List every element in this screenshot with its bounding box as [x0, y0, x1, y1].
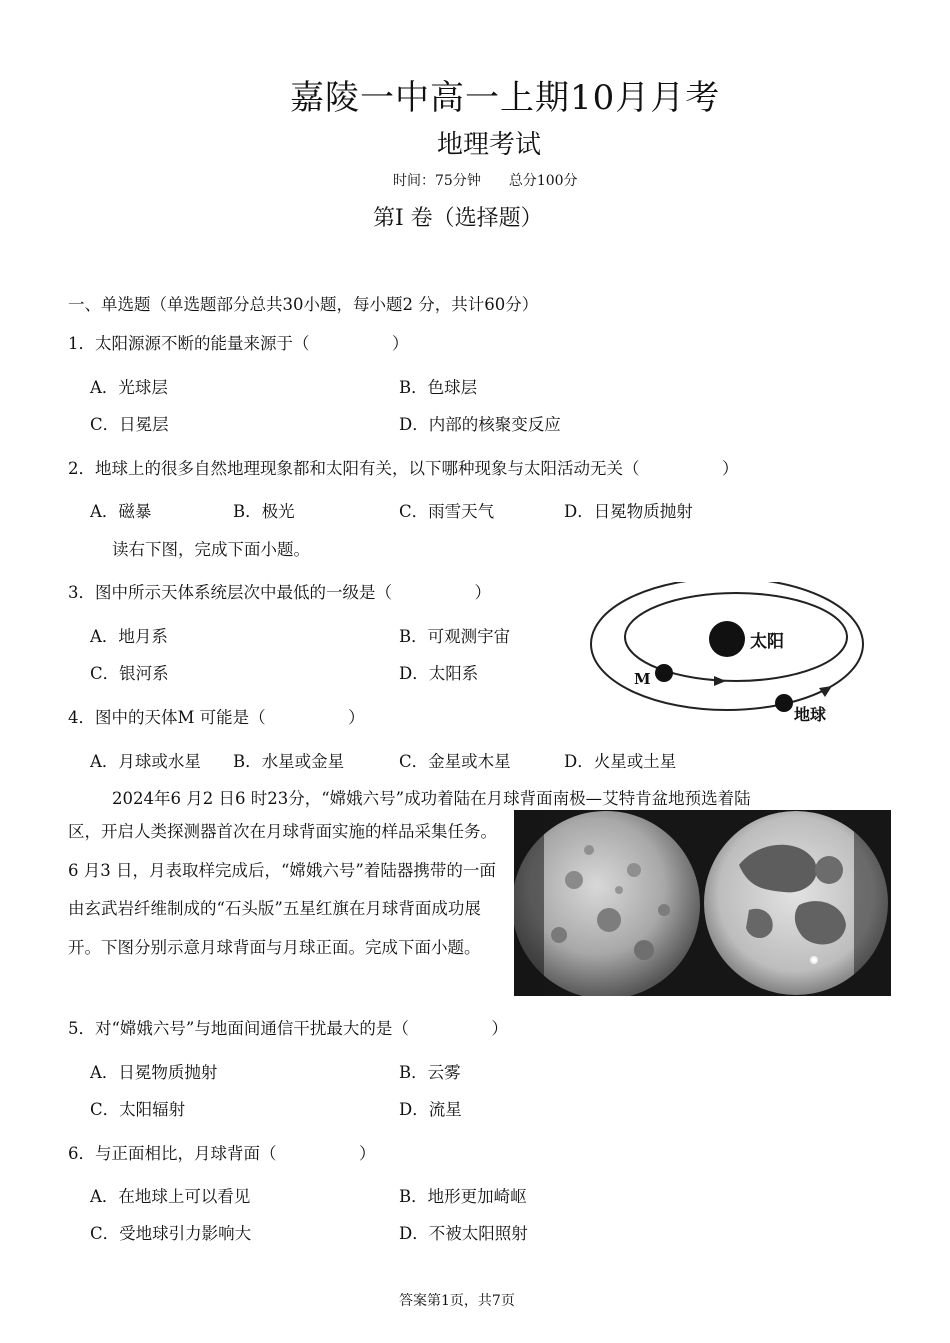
earth-label: 地球	[794, 705, 827, 724]
question-4-option-b: B．水星或金星	[233, 752, 345, 771]
question-4-option-a: A．月球或水星	[90, 752, 201, 771]
question-6-option-d: D．不被太阳照射	[399, 1224, 528, 1243]
question-3-option-b: B．可观测宇宙	[399, 627, 511, 646]
section-heading: 一、单选题（单选题部分总共30小题，每小题2 分，共计60分）	[68, 295, 539, 314]
question-4-stem: 4．图中的天体M 可能是（ ）	[68, 708, 365, 727]
m-label: M	[634, 670, 651, 688]
solar-system-diagram	[585, 582, 870, 732]
volume-heading: 第Ⅰ 卷（选择题）	[373, 206, 543, 231]
question-5-option-b: B．云雾	[399, 1063, 461, 1082]
exam-title: 嘉陵一中高一上期10月月考	[290, 78, 721, 118]
moon-photos	[514, 810, 891, 996]
earth-circle	[775, 694, 793, 712]
question-1-option-c: C．日冕层	[90, 415, 169, 434]
passage-first-line: 2024年6 月2 日6 时23分，“嫦娥六号”成功着陆在月球背面南极—艾特肯盆地预选着陆	[112, 789, 751, 808]
question-3-stem: 3．图中所示天体系统层次中最低的一级是（ ）	[68, 583, 491, 602]
passage-body: 区，开启人类探测器首次在月球背面实施的样品采集任务。6 月3 日，月表取样完成后，“嫦娥六号”着陆器携带的一面由玄武岩纤维制成的“石头版”五星红旗在月球背面成功展开。下图分别示意月球背面与月球正面。完成下面小题。	[68, 822, 497, 957]
moon-photo-svg	[514, 810, 891, 996]
question-5-option-d: D．流星	[399, 1100, 462, 1119]
question-2-option-c: C．雨雪天气	[399, 502, 495, 521]
sun-label: 太阳	[750, 632, 784, 652]
question-3-option-c: C．银河系	[90, 664, 169, 683]
moon-near-side	[704, 810, 891, 996]
question-2-stem: 2．地球上的很多自然地理现象都和太阳有关，以下哪种现象与太阳活动无关（ ）	[68, 459, 739, 478]
page-footer: 答案第1页，共7页	[399, 1293, 515, 1309]
question-6-option-b: B．地形更加崎岖	[399, 1187, 527, 1206]
planet-m	[655, 664, 673, 682]
reading-instruction: 读右下图，完成下面小题。	[112, 540, 310, 559]
exam-subtitle: 地理考试	[437, 130, 542, 160]
question-5-option-c: C．太阳辐射	[90, 1100, 186, 1119]
question-6-stem: 6．与正面相比，月球背面（ ）	[68, 1144, 376, 1163]
question-2-option-d: D．日冕物质抛射	[564, 502, 693, 521]
question-4-option-c: C．金星或木星	[399, 752, 511, 771]
time-info: 时间：75分钟 总分100分	[393, 173, 578, 189]
question-2-option-a: A．磁暴	[90, 502, 152, 521]
question-5-stem: 5．对“嫦娥六号”与地面间通信干扰最大的是（ ）	[68, 1019, 508, 1038]
inner-orbit-arrow	[714, 676, 726, 686]
question-2-option-b: B．极光	[233, 502, 295, 521]
question-6-option-c: C．受地球引力影响大	[90, 1224, 252, 1243]
question-6-option-a: A．在地球上可以看见	[90, 1187, 251, 1206]
question-1-option-a: A．光球层	[90, 378, 168, 397]
question-1-option-d: D．内部的核聚变反应	[399, 415, 561, 434]
question-3-option-a: A．地月系	[90, 627, 168, 646]
question-1-stem: 1．太阳源源不断的能量来源于（ ）	[68, 334, 409, 353]
sun-circle	[709, 621, 745, 657]
question-5-option-a: A．日冕物质抛射	[90, 1063, 218, 1082]
question-4-option-d: D．火星或土星	[564, 752, 677, 771]
question-3-option-d: D．太阳系	[399, 664, 479, 683]
question-1-option-b: B．色球层	[399, 378, 478, 397]
